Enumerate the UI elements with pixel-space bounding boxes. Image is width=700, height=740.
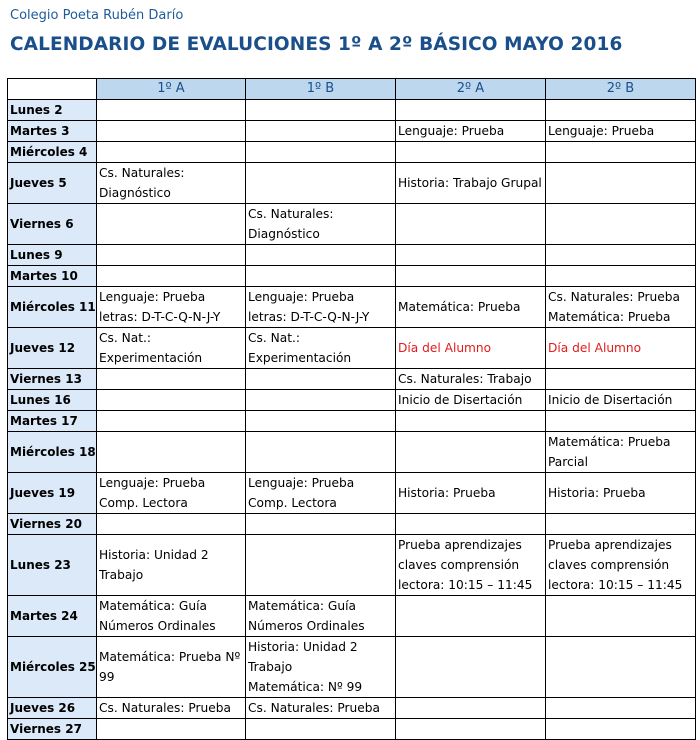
table-cell [396, 245, 546, 266]
table-row [8, 596, 696, 637]
day-label: Jueves 26 [8, 698, 97, 719]
table-cell [246, 719, 396, 740]
table-cell [546, 121, 696, 142]
table-cell [396, 698, 546, 719]
cell-text-line: Números Ordinales [248, 619, 365, 633]
table-cell [396, 163, 546, 204]
cell-text-line: Diagnóstico [248, 227, 320, 241]
cell-text-line: Inicio de Disertación [548, 393, 673, 407]
table-row [8, 637, 696, 698]
table-cell [546, 535, 696, 596]
cell-text-line: Matemática: Guía [99, 599, 207, 613]
table-cell [546, 411, 696, 432]
column-header: 1º A [97, 79, 246, 100]
day-label: Jueves 5 [8, 163, 97, 204]
table-cell [546, 266, 696, 287]
table-cell [546, 245, 696, 266]
day-label: Martes 3 [8, 121, 97, 142]
table-cell [246, 432, 396, 473]
cell-text-line: lectora: 10:15 – 11:45 [548, 578, 683, 592]
table-cell [246, 535, 396, 596]
cell-text-line: Trabajo [99, 568, 144, 582]
table-cell [246, 142, 396, 163]
cell-text-line: Parcial [548, 455, 588, 469]
table-cell [97, 535, 246, 596]
table-cell [546, 163, 696, 204]
cell-text-line: Matemática: Prueba [548, 310, 671, 324]
table-cell [396, 204, 546, 245]
table-cell [97, 266, 246, 287]
table-cell [396, 514, 546, 535]
cell-text-line: Lenguaje: Prueba [248, 290, 355, 304]
table-cell [246, 266, 396, 287]
table-row [8, 514, 696, 535]
table-cell [97, 637, 246, 698]
table-cell [396, 121, 546, 142]
day-label: Viernes 27 [8, 719, 97, 740]
cell-text-line: Experimentación [99, 351, 203, 365]
table-cell [546, 100, 696, 121]
column-header: 2º B [546, 79, 696, 100]
table-row [8, 266, 696, 287]
day-label: Jueves 12 [8, 328, 97, 369]
cell-text-line: lectora: 10:15 – 11:45 [398, 578, 533, 592]
table-cell [97, 369, 246, 390]
table-cell [546, 719, 696, 740]
table-cell [396, 535, 546, 596]
table-cell [97, 514, 246, 535]
cell-text-line: Día del Alumno [548, 341, 642, 355]
table-cell [246, 411, 396, 432]
cell-text-line: Historia: Unidad 2 [99, 548, 209, 562]
table-header-row [8, 79, 696, 100]
cell-text-line: Lenguaje: Prueba [248, 476, 355, 490]
day-label: Miércoles 18 [8, 432, 97, 473]
cell-text-line: Comp. Lectora [248, 496, 337, 510]
table-cell [546, 204, 696, 245]
table-cell [396, 473, 546, 514]
table-row [8, 369, 696, 390]
table-cell [396, 596, 546, 637]
table-cell [546, 514, 696, 535]
cell-text-line: Matemática: Prueba Nº [99, 650, 241, 664]
day-label: Viernes 6 [8, 204, 97, 245]
table-row [8, 719, 696, 740]
table-cell [97, 121, 246, 142]
day-label: Miércoles 25 [8, 637, 97, 698]
table-row [8, 287, 696, 328]
table-row [8, 163, 696, 204]
table-row [8, 432, 696, 473]
day-label: Viernes 13 [8, 369, 97, 390]
school-name: Colegio Poeta Rubén Darío [10, 8, 184, 23]
cell-text-line: Cs. Nat.: [248, 331, 300, 345]
table-cell [97, 411, 246, 432]
table-cell [246, 698, 396, 719]
table-cell [97, 596, 246, 637]
cell-text-line: Trabajo [248, 660, 293, 674]
cell-text-line: Matemática: Nº 99 [248, 680, 363, 694]
table-row [8, 473, 696, 514]
table-cell [97, 719, 246, 740]
table-row [8, 121, 696, 142]
cell-text-line: Lenguaje: Prueba [99, 476, 206, 490]
table-cell [97, 698, 246, 719]
cell-text-line: Prueba aprendizajes [548, 538, 672, 552]
cell-text-line: Cs. Naturales: Trabajo [398, 372, 532, 386]
table-cell [97, 328, 246, 369]
cell-text-line: Comp. Lectora [99, 496, 188, 510]
table-cell [97, 163, 246, 204]
table-cell [546, 328, 696, 369]
table-cell [97, 432, 246, 473]
cell-text-line: Cs. Nat.: [99, 331, 151, 345]
cell-text-line: Inicio de Disertación [398, 393, 523, 407]
table-cell [97, 100, 246, 121]
table-cell [246, 390, 396, 411]
table-cell [97, 245, 246, 266]
table-cell [546, 287, 696, 328]
table-cell [246, 328, 396, 369]
table-cell [546, 369, 696, 390]
cell-text-line: Números Ordinales [99, 619, 216, 633]
table-cell [246, 100, 396, 121]
cell-text-line: Lenguaje: Prueba [99, 290, 206, 304]
table-row [8, 535, 696, 596]
table-cell [546, 432, 696, 473]
table-row [8, 142, 696, 163]
day-label: Miércoles 4 [8, 142, 97, 163]
table-row [8, 411, 696, 432]
table-row [8, 698, 696, 719]
table-cell [546, 698, 696, 719]
table-cell [97, 204, 246, 245]
cell-text-line: Matemática: Guía [248, 599, 356, 613]
cell-text-line: Día del Alumno [398, 341, 492, 355]
cell-text-line: 99 [99, 670, 115, 684]
table-cell [97, 142, 246, 163]
day-label: Martes 10 [8, 266, 97, 287]
table-row [8, 245, 696, 266]
evaluation-calendar-table [7, 78, 696, 740]
table-cell [97, 473, 246, 514]
cell-text-line: Diagnóstico [99, 186, 171, 200]
table-cell [396, 266, 546, 287]
table-row [8, 390, 696, 411]
cell-text-line: Lenguaje: Prueba [548, 124, 655, 138]
table-row [8, 100, 696, 121]
cell-text-line: Historia: Trabajo Grupal [398, 176, 542, 190]
table-cell [396, 100, 546, 121]
day-label: Lunes 2 [8, 100, 97, 121]
cell-text-line: Cs. Naturales: [99, 166, 185, 180]
calendar-body [8, 100, 696, 740]
table-cell [246, 204, 396, 245]
column-header: 2º A [396, 79, 546, 100]
corner-header-cell [8, 79, 97, 100]
table-cell [246, 369, 396, 390]
table-cell [396, 142, 546, 163]
table-cell [246, 473, 396, 514]
day-label: Miércoles 11 [8, 287, 97, 328]
cell-text-line: claves comprensión [398, 558, 520, 572]
cell-text-line: Matemática: Prueba [548, 435, 671, 449]
day-label: Martes 17 [8, 411, 97, 432]
table-cell [246, 637, 396, 698]
cell-text-line: Experimentación [248, 351, 352, 365]
cell-text-line: Historia: Prueba [548, 486, 646, 500]
table-cell [396, 328, 546, 369]
table-row [8, 204, 696, 245]
table-cell [97, 287, 246, 328]
cell-text-line: Cs. Naturales: [248, 207, 334, 221]
table-cell [246, 287, 396, 328]
table-cell [246, 514, 396, 535]
table-row [8, 328, 696, 369]
table-cell [246, 245, 396, 266]
table-cell [546, 142, 696, 163]
day-label: Lunes 23 [8, 535, 97, 596]
cell-text-line: Lenguaje: Prueba [398, 124, 505, 138]
cell-text-line: Historia: Unidad 2 [248, 640, 358, 654]
table-cell [546, 637, 696, 698]
table-cell [546, 390, 696, 411]
table-cell [246, 163, 396, 204]
day-label: Martes 24 [8, 596, 97, 637]
table-cell [396, 287, 546, 328]
table-cell [396, 369, 546, 390]
cell-text-line: Cs. Naturales: Prueba [99, 701, 231, 715]
page-title: CALENDARIO DE EVALUCIONES 1º A 2º BÁSICO MAYO 2016 [10, 34, 623, 55]
day-label: Viernes 20 [8, 514, 97, 535]
table-cell [246, 121, 396, 142]
cell-text-line: letras: D-T-C-Q-N-J-Y [99, 310, 221, 324]
table-cell [396, 390, 546, 411]
table-cell [396, 432, 546, 473]
table-cell [97, 390, 246, 411]
day-label: Jueves 19 [8, 473, 97, 514]
cell-text-line: Cs. Naturales: Prueba [248, 701, 380, 715]
cell-text-line: Prueba aprendizajes [398, 538, 522, 552]
table-cell [396, 411, 546, 432]
table-cell [396, 637, 546, 698]
table-cell [396, 719, 546, 740]
column-header: 1º B [246, 79, 396, 100]
day-label: Lunes 9 [8, 245, 97, 266]
cell-text-line: claves comprensión [548, 558, 670, 572]
day-label: Lunes 16 [8, 390, 97, 411]
cell-text-line: Cs. Naturales: Prueba [548, 290, 680, 304]
cell-text-line: Historia: Prueba [398, 486, 496, 500]
table-cell [546, 473, 696, 514]
cell-text-line: letras: D-T-C-Q-N-J-Y [248, 310, 370, 324]
table-cell [246, 596, 396, 637]
cell-text-line: Matemática: Prueba [398, 300, 521, 314]
table-cell [546, 596, 696, 637]
